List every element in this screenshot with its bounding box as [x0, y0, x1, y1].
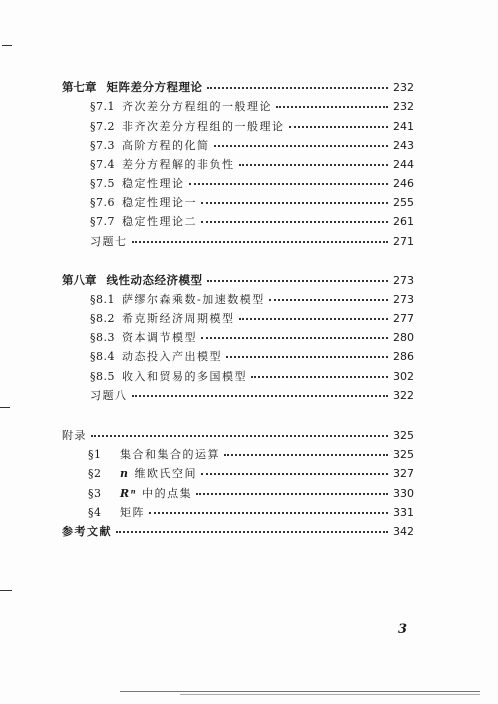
leader-dots — [269, 299, 388, 301]
section-title: 稳定性理论 — [122, 177, 185, 190]
leader-dots — [132, 241, 389, 243]
section-number: §7.1 — [90, 100, 115, 113]
section-number: §2 — [88, 467, 102, 480]
section-title: 萨缪尔森乘数-加速数模型 — [122, 293, 265, 306]
section-number: §7.4 — [90, 158, 115, 171]
section-title: 稳定性理论一 — [122, 196, 197, 209]
section-number: §7.3 — [90, 139, 115, 152]
section-title-text: 维欧氏空间 — [129, 467, 197, 480]
toc-chapter-7[interactable] — [62, 80, 414, 95]
section-number: §8.3 — [90, 331, 115, 344]
page-number: 327 — [393, 467, 414, 480]
leader-dots — [116, 531, 388, 533]
page-number: 243 — [393, 139, 414, 152]
leader-dots — [189, 183, 389, 185]
section-title: 动态投入产出模型 — [122, 350, 222, 363]
page-number: 286 — [393, 350, 414, 363]
section-title — [120, 487, 192, 501]
toc-chapter-8[interactable] — [62, 273, 414, 288]
scan-edge-line — [180, 694, 480, 695]
page-number: 232 — [393, 81, 414, 94]
page-number: 232 — [393, 100, 414, 113]
toc-section[interactable] — [90, 350, 414, 364]
leader-dots — [132, 395, 389, 397]
leader-dots — [251, 376, 388, 378]
math-symbol: Rⁿ — [120, 487, 138, 500]
page-number: 277 — [393, 312, 414, 325]
toc-appendix[interactable] — [62, 429, 414, 443]
page-number: 342 — [393, 525, 414, 538]
leader-dots — [91, 435, 388, 437]
leader-dots — [207, 87, 389, 89]
chapter-label: 第八章 — [62, 273, 97, 287]
section-number: §8.5 — [90, 370, 115, 383]
page-number: 273 — [393, 293, 414, 306]
section-title: 集合和集合的运算 — [120, 448, 220, 461]
toc-section[interactable] — [90, 177, 414, 191]
section-number: §8.2 — [90, 312, 115, 325]
toc-section[interactable] — [90, 331, 414, 345]
page-number: 325 — [393, 448, 414, 461]
scan-mark — [0, 407, 10, 408]
leader-dots — [239, 318, 389, 320]
toc-exercise[interactable] — [90, 389, 414, 403]
section-number: §7.5 — [90, 177, 115, 190]
folio-page-number: 3 — [398, 622, 408, 637]
chapter-title: 线性动态经济模型 — [106, 273, 203, 287]
toc-section[interactable] — [90, 293, 414, 307]
leader-dots — [289, 126, 389, 128]
section-number: §3 — [88, 487, 102, 500]
page-number: 273 — [393, 274, 414, 287]
toc-exercise[interactable] — [90, 235, 414, 249]
section-title: 高阶方程的化简 — [122, 139, 210, 152]
scan-mark — [0, 590, 12, 591]
toc-section[interactable] — [88, 467, 414, 481]
leader-dots — [149, 512, 388, 514]
toc-section[interactable] — [88, 506, 414, 520]
toc-section[interactable] — [90, 312, 414, 326]
chapter-label: 第七章 — [62, 80, 97, 94]
page-number: 280 — [393, 331, 414, 344]
page-number: 255 — [393, 196, 414, 209]
leader-dots — [201, 337, 388, 339]
section-title: 非齐次差分方程组的一般理论 — [122, 120, 285, 133]
scan-edge-line — [120, 691, 480, 692]
page-number: 330 — [393, 487, 414, 500]
toc-section[interactable] — [88, 487, 414, 501]
section-title: 稳定性理论二 — [122, 215, 197, 228]
section-title: 矩阵 — [120, 506, 145, 519]
section-number: §4 — [88, 506, 102, 519]
section-title: 齐次差分方程组的一般理论 — [122, 100, 272, 113]
page-number: 261 — [393, 215, 414, 228]
section-number: §7.2 — [90, 120, 115, 133]
section-title-text: 中的点集 — [137, 487, 193, 500]
leader-dots — [201, 202, 388, 204]
toc-section[interactable] — [90, 370, 414, 384]
leader-dots — [207, 280, 389, 282]
math-symbol: n — [120, 467, 130, 480]
page-number: 241 — [393, 120, 414, 133]
leader-dots — [276, 106, 388, 108]
toc-section[interactable] — [88, 448, 414, 462]
page-number: 271 — [393, 235, 414, 248]
leader-dots — [224, 454, 388, 456]
section-title: 差分方程解的非负性 — [122, 158, 235, 171]
exercise-title: 习题七 — [90, 235, 128, 248]
scan-mark — [2, 45, 12, 46]
page-number: 302 — [393, 370, 414, 383]
section-number: §7.7 — [90, 215, 115, 228]
toc-section[interactable] — [90, 196, 414, 210]
leader-dots — [201, 221, 388, 223]
references-title: 参考文献 — [62, 525, 112, 538]
section-title: 希克斯经济周期模型 — [122, 312, 235, 325]
section-number: §7.6 — [90, 196, 115, 209]
page-number: 246 — [393, 177, 414, 190]
exercise-title: 习题八 — [90, 389, 128, 402]
section-number: §8.1 — [90, 293, 115, 306]
leader-dots — [214, 145, 389, 147]
section-title — [120, 467, 197, 481]
section-number: §8.4 — [90, 350, 115, 363]
toc-section[interactable] — [90, 158, 414, 172]
leader-dots — [201, 473, 388, 475]
leader-dots — [226, 356, 388, 358]
appendix-title: 附录 — [62, 429, 87, 442]
toc-section[interactable] — [90, 139, 414, 153]
section-title: 资本调节模型 — [122, 331, 197, 344]
page-number: 325 — [393, 429, 414, 442]
section-title: 收入和贸易的多国模型 — [122, 370, 247, 383]
toc-section[interactable] — [90, 100, 414, 114]
leader-dots — [239, 164, 389, 166]
toc-section[interactable] — [90, 120, 414, 134]
page-number: 244 — [393, 158, 414, 171]
leader-dots — [196, 493, 388, 495]
section-number: §1 — [88, 448, 102, 461]
toc-references[interactable] — [62, 525, 414, 539]
page-number: 331 — [393, 506, 414, 519]
chapter-title: 矩阵差分方程理论 — [106, 80, 203, 94]
toc-section[interactable] — [90, 215, 414, 229]
page-number: 322 — [393, 389, 414, 402]
